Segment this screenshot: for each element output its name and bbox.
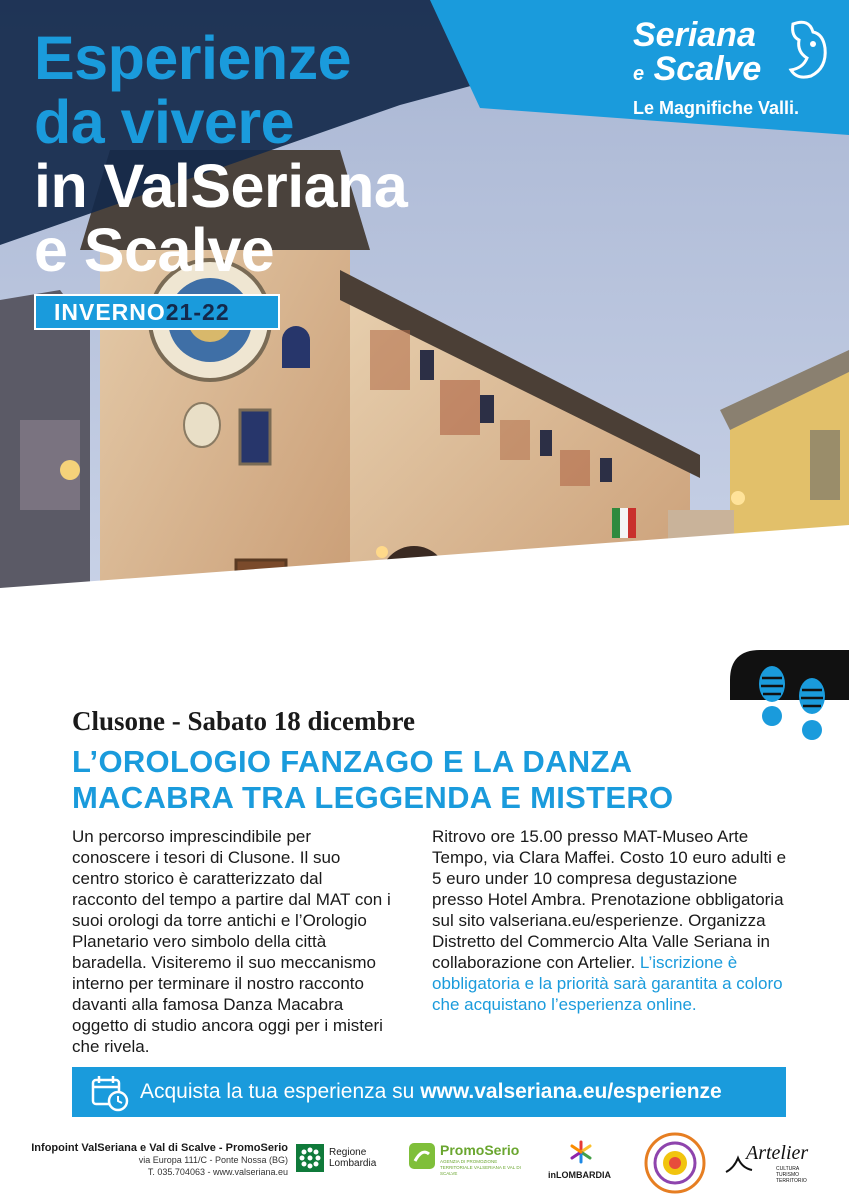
headline xyxy=(34,26,407,282)
footer-title: Infopoint ValSeriana e Val di Scalve - PromoSerio xyxy=(31,1142,288,1154)
footprints-badge xyxy=(752,660,836,750)
promoserio-icon xyxy=(408,1142,436,1170)
brand-line-1: Seriana xyxy=(633,16,756,54)
brand-tagline: Le Magnifiche Valli. xyxy=(633,98,800,118)
headline-line-3: in ValSeriana xyxy=(34,152,408,220)
regione-line-1: Regione xyxy=(329,1147,367,1158)
event-info: Ritrovo ore 15.00 presso MAT-Museo Arte Tempo, via Clara Maffei. Costo 10 euro adulti e 5 euro under 10 compresa degustazione presso Hotel Ambra. Prenotazione obbligatoria sul sito valseriana.eu/esperienze. Organizza Distretto del Commercio Alta Valle Seriana in collaborazione con Artelier. xyxy=(432,827,787,972)
event-notice: L’iscrizione è obbligatoria e la priorità sarà garantita a coloro che acquistano l’esperienza online. xyxy=(432,953,783,1014)
cta-bar[interactable] xyxy=(72,1067,786,1117)
brand-line-2: Scalve xyxy=(653,50,762,88)
inlombardia-star-icon xyxy=(568,1140,594,1164)
promoserio-name: PromoSerio xyxy=(440,1142,520,1158)
cta-link[interactable]: www.valseriana.eu/esperienze xyxy=(420,1080,722,1103)
footer xyxy=(0,1130,849,1200)
cta-text xyxy=(140,1079,722,1105)
footer-address: via Europa 111/C - Ponte Nossa (BG) xyxy=(138,1155,288,1165)
season-label: INVERNO xyxy=(54,299,166,325)
calendar-clock-icon xyxy=(90,1074,130,1112)
cta-lead: Acquista la tua esperienza su xyxy=(140,1080,415,1103)
footer-info xyxy=(18,1142,288,1178)
headline-line-4: e Scalve xyxy=(34,216,275,284)
goat-icon xyxy=(783,18,829,82)
season-year: 21-22 xyxy=(165,299,230,325)
distretto-seal-icon xyxy=(644,1132,706,1194)
event-place-date: Clusone - Sabato 18 dicembre xyxy=(72,706,416,736)
season-badge xyxy=(34,294,280,330)
brand-logo xyxy=(633,18,833,121)
headline-line-1: Esperienze xyxy=(34,24,352,92)
rosa-camuna-icon xyxy=(296,1144,324,1172)
artelier-subtitle: CULTURA TURISMO TERRITORIO xyxy=(776,1166,807,1184)
inlombardia-name: inLOMBARDIA xyxy=(548,1170,611,1180)
regione-line-2: Lombardia xyxy=(329,1158,377,1169)
distretto-commercio-logo xyxy=(644,1132,706,1199)
footer-contacts: T. 035.704063 - www.valseriana.eu xyxy=(147,1167,288,1177)
artelier-name: Artelier xyxy=(746,1142,809,1164)
brand-conjunction: e xyxy=(633,63,645,85)
event-info-column xyxy=(432,826,787,1015)
event-description: Un percorso imprescindibile per conoscere i tesori di Clusone. Il suo centro storico è caratterizzato dal racconto del tempo a partire dal MAT con i suoi orologi da torre antichi e l’Orologio Planetario vero simbolo della città baradella. Visiteremo il suo meccanismo interno per terminare il nostro racconto davanti alla famosa Danza Macabra oggetto di studio ancora oggi per i misteri che rivela. xyxy=(72,827,391,1056)
promoserio-subtitle: AGENZIA DI PROMOZIONE TERRITORIALE VALSERIANA E VAL DI SCALVE xyxy=(440,1159,521,1176)
event-title: L’OROLOGIO FANZAGO E LA DANZA MACABRA TRA LEGGENDA E MISTERO xyxy=(72,744,674,815)
headline-line-2: da vivere xyxy=(34,88,295,156)
